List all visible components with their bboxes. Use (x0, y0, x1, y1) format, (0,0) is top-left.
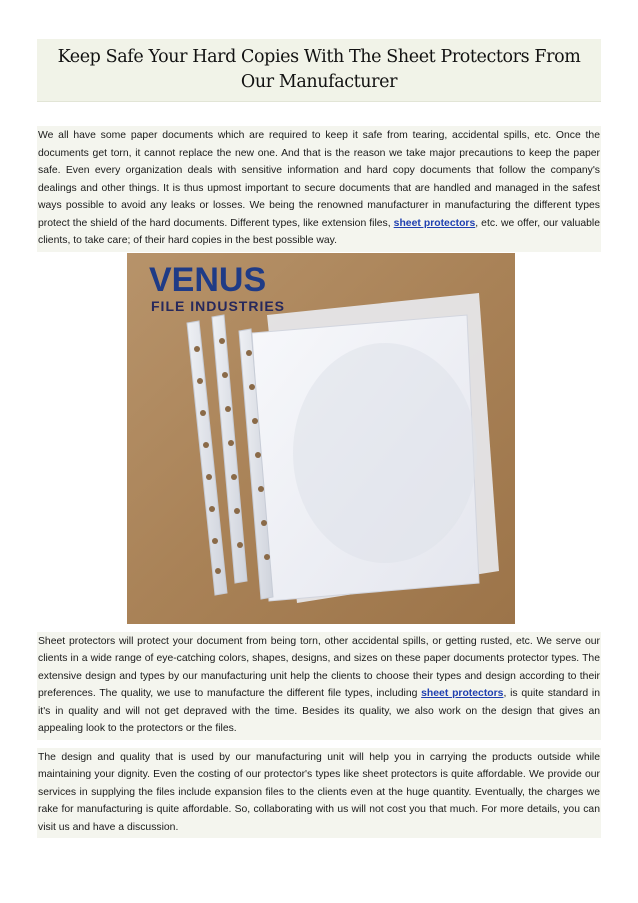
sheet-reflection (293, 343, 477, 563)
paragraph-1-text: We all have some paper documents which are required to keep it safe from tearing, accidental spills, etc. Once the documents get torn, it cannot replace the new one. And that is the reason we take major precautions to keep the paper safe. Even every organization deals with sensitive information and hard copy documents that follow the company's dealings and other things. It is thus upmost important to secure documents that are handled and managed in the safest ways possible to avoid any leaks or losses. We being the renowned manufacturer in manufacturing the different types protect the shield of the hard documents. Different types, like extension files, (38, 130, 600, 229)
paragraph-1-after: , etc. we offer, our valuable clients, to take care; of their hard copies in the best possible way. (38, 217, 600, 246)
sheet-protectors-link-2[interactable]: sheet protectors (421, 688, 504, 699)
paragraph-1 (37, 126, 601, 252)
paragraph-block-3 (37, 748, 601, 839)
paragraph-block-1 (37, 126, 601, 252)
paragraph-2 (37, 632, 601, 740)
paragraph-2-after: , is quite standard in it's in quality and will not get depraved with the time. Besides its quality, we also work on the design that gives an appealing look to the protectors or the files. (38, 688, 600, 734)
paragraph-3: The design and quality that is used by our manufacturing unit will help you in carrying the products outside while maintaining your dignity. Even the costing of our protector's types like sheet protectors is quite affordable. We provide our services in supplying the files include expansion files to the clients even at the huge quantity. Eventually, the charges we rake for manufacturing is quite affordable. So, collaborating with us will not cost you that much. For more details, you can visit us and have a discussion. (38, 751, 600, 833)
document-page (37, 39, 601, 838)
product-photo (127, 253, 515, 624)
sheet-protectors-link[interactable]: sheet protectors (393, 217, 476, 229)
page-title: Keep Safe Your Hard Copies With The Sheet Protectors From Our Manufacturer (57, 47, 581, 92)
separator (37, 740, 601, 748)
paragraph-block-2 (37, 632, 601, 740)
spacer (37, 102, 601, 126)
product-image-area (37, 252, 601, 624)
logo-sub-text: FILE INDUSTRIES (151, 297, 286, 314)
logo-main-text: VENUS (149, 260, 267, 299)
title-box (37, 39, 601, 102)
paragraph-2-text: Sheet protectors will protect your document from being torn, other accidental spills, or getting rusted, etc. We serve our clients in a wide range of eye-catching colors, shapes, designs, and sizes on these paper documents protector types. The extensive design and types by our manufacturing unit help the clients to choose their types and design according to their preferences. The quality, we use to manufacture the different file types, including (38, 635, 600, 699)
